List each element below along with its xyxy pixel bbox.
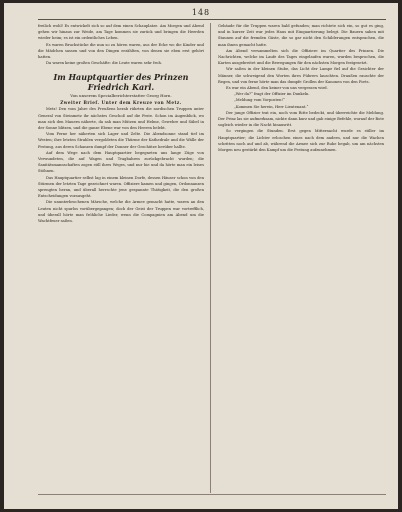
- paragraph: Es waren Bruchstücke die nun so zu hören waren, aus der Ecke wo die Kinder und die Mädchen sassen und von den Dingen erzählten, von denen sie eben erst gehört hatten.: [38, 42, 204, 60]
- header-rule: [38, 19, 386, 20]
- paragraph: Es war ein Abend, den keiner von uns vergessen wird.: [226, 86, 328, 91]
- paragraph: Wir saßen in der kleinen Stube, das Licht der Lampe fiel auf die Gesichter der Männer, die schweigend den Worten ihres Führers lauschten. Draußen rauschte der Regen, und von ferne hörte man das dumpfe Grollen der Kanonen von den Forts.: [218, 67, 384, 84]
- page-number: 148: [191, 8, 211, 17]
- paragraph: So vergingen die Stunden. Erst gegen Mitternacht wurde es stiller im Hauptquartier; die Lichter erloschen eines nach dem andern, und nur die Wachen schritten noch auf und ab, während die Armee sich zur Ruhe begab, um am nächsten Morgen neu gestärkt den Kampf um die Festung aufzunehmen.: [218, 129, 384, 153]
- dialog-line: „Wer da?“ fragt der Offizier im Dunkeln.: [234, 92, 310, 97]
- dialog-line: „Meldung vom Vorposten!“: [234, 98, 285, 103]
- left-column: [38, 23, 204, 224]
- column-divider: [210, 23, 211, 493]
- paragraph: Metz! Den vom Jahre des Preußens herab rührten die nordischen Truppen unter General von Steinmetz ihr nächstes Geschoß auf die Feste. Schon im Augenblick, wo man sich den Mauern näherte, da sah man Mützen und Helme, Gewehre und Säbel in der Sonne blitzen, und die ganze Ebene war von den Heeren belebt.: [38, 107, 204, 131]
- article-byline: Von unserem Specialberichterstatter Georg Horn.: [70, 93, 172, 99]
- footer-rule: [38, 494, 386, 495]
- paragraph: Der junge Offizier trat ein, noch vom Ritte bedeckt, und überreichte die Meldung. Der Prinz las sie aufmerksam, nickte dann kurz und gab einige Befehle, worauf der Bote sogleich wieder in die Nacht hinausritt.: [218, 110, 384, 128]
- paragraph: Gebäude für die Truppen waren bald gefunden; man richtete sich ein, so gut es ging, und in kurzer Zeit war jedes Haus mit Einquartierung belegt. Die Bauern sahen mit Staunen auf die fremden Gäste, die so gar nicht den Schilderungen entsprachen, die man ihnen gemacht hatte.: [218, 24, 384, 47]
- newspaper-page: [4, 3, 398, 509]
- article-title: Im Hauptquartier des Prinzen Friedrich Karl.: [53, 72, 189, 93]
- section-heading: Zweiter Brief. Unter dem Kreuze von Metz.: [60, 100, 182, 106]
- dialog-line: „Kommen Sie herein, Herr Lieutenant.“: [234, 104, 309, 109]
- paragraph: freilich wohl! Es entwickelt sich so auf dem einen Schauplatze. Am Morgen und Abend gehen wir hinaus zur Weide, am Tage kommen sie zurück und bringen die Heerden wieder heim; es ist ein ordentliches Leben.: [38, 24, 204, 41]
- paragraph: Am Abend versammelten sich die Offiziere im Quartier des Prinzen. Die Nachrichten, welche im Laufe des Tages eingelaufen waren, wurden besprochen, die Karten ausgebreitet und die Bewegungen für den nächsten Morgen festgesetzt.: [218, 48, 384, 66]
- paragraph: Auf dem Wege nach dem Hauptquartier begegneten uns lange Züge von Verwundeten, die auf Wagen und Tragbahren zurückgebracht wurden; die Sanitätsmannschaften zogen still ihres Weges, und nur hie und da hörte man ein leises Stöhnen.: [38, 150, 204, 174]
- paragraph: Vom Ferne her näherten sich Lager und Zelte. Die Abendsonne stand tief im Westen; ihre letzten Strahlen vergoldeten die Thürme der Kathedrale und die Wälle der Festung, aus deren Schanzen dumpf der Donner der Geschütze herüber hallte.: [38, 132, 204, 149]
- paragraph: Die ununterbrochenen Märsche, welche die Armee gemacht hatte, waren an den Leuten nicht spurlos vorübergegangen; doch der Geist der Truppen war vortrefflich, und überall hörte man fröhliche Lieder, wenn die Compagnien am Abend um die Wachtfeuer saßen.: [38, 200, 204, 224]
- right-column: [218, 23, 384, 153]
- paragraph: Da waren keine großen Geschäfte: die Leute waren sehr froh.: [46, 61, 162, 66]
- paragraph: Das Hauptquartier selbst lag in einem kleinen Dorfe, dessen Häuser schon von den Stürmen der letzten Tage gezeichnet waren. Offiziere kamen und gingen, Ordonnanzen sprengten heran, und überall herrschte jene gespannte Thätigkeit, die den großen Entscheidungen vorausgeht.: [38, 175, 204, 199]
